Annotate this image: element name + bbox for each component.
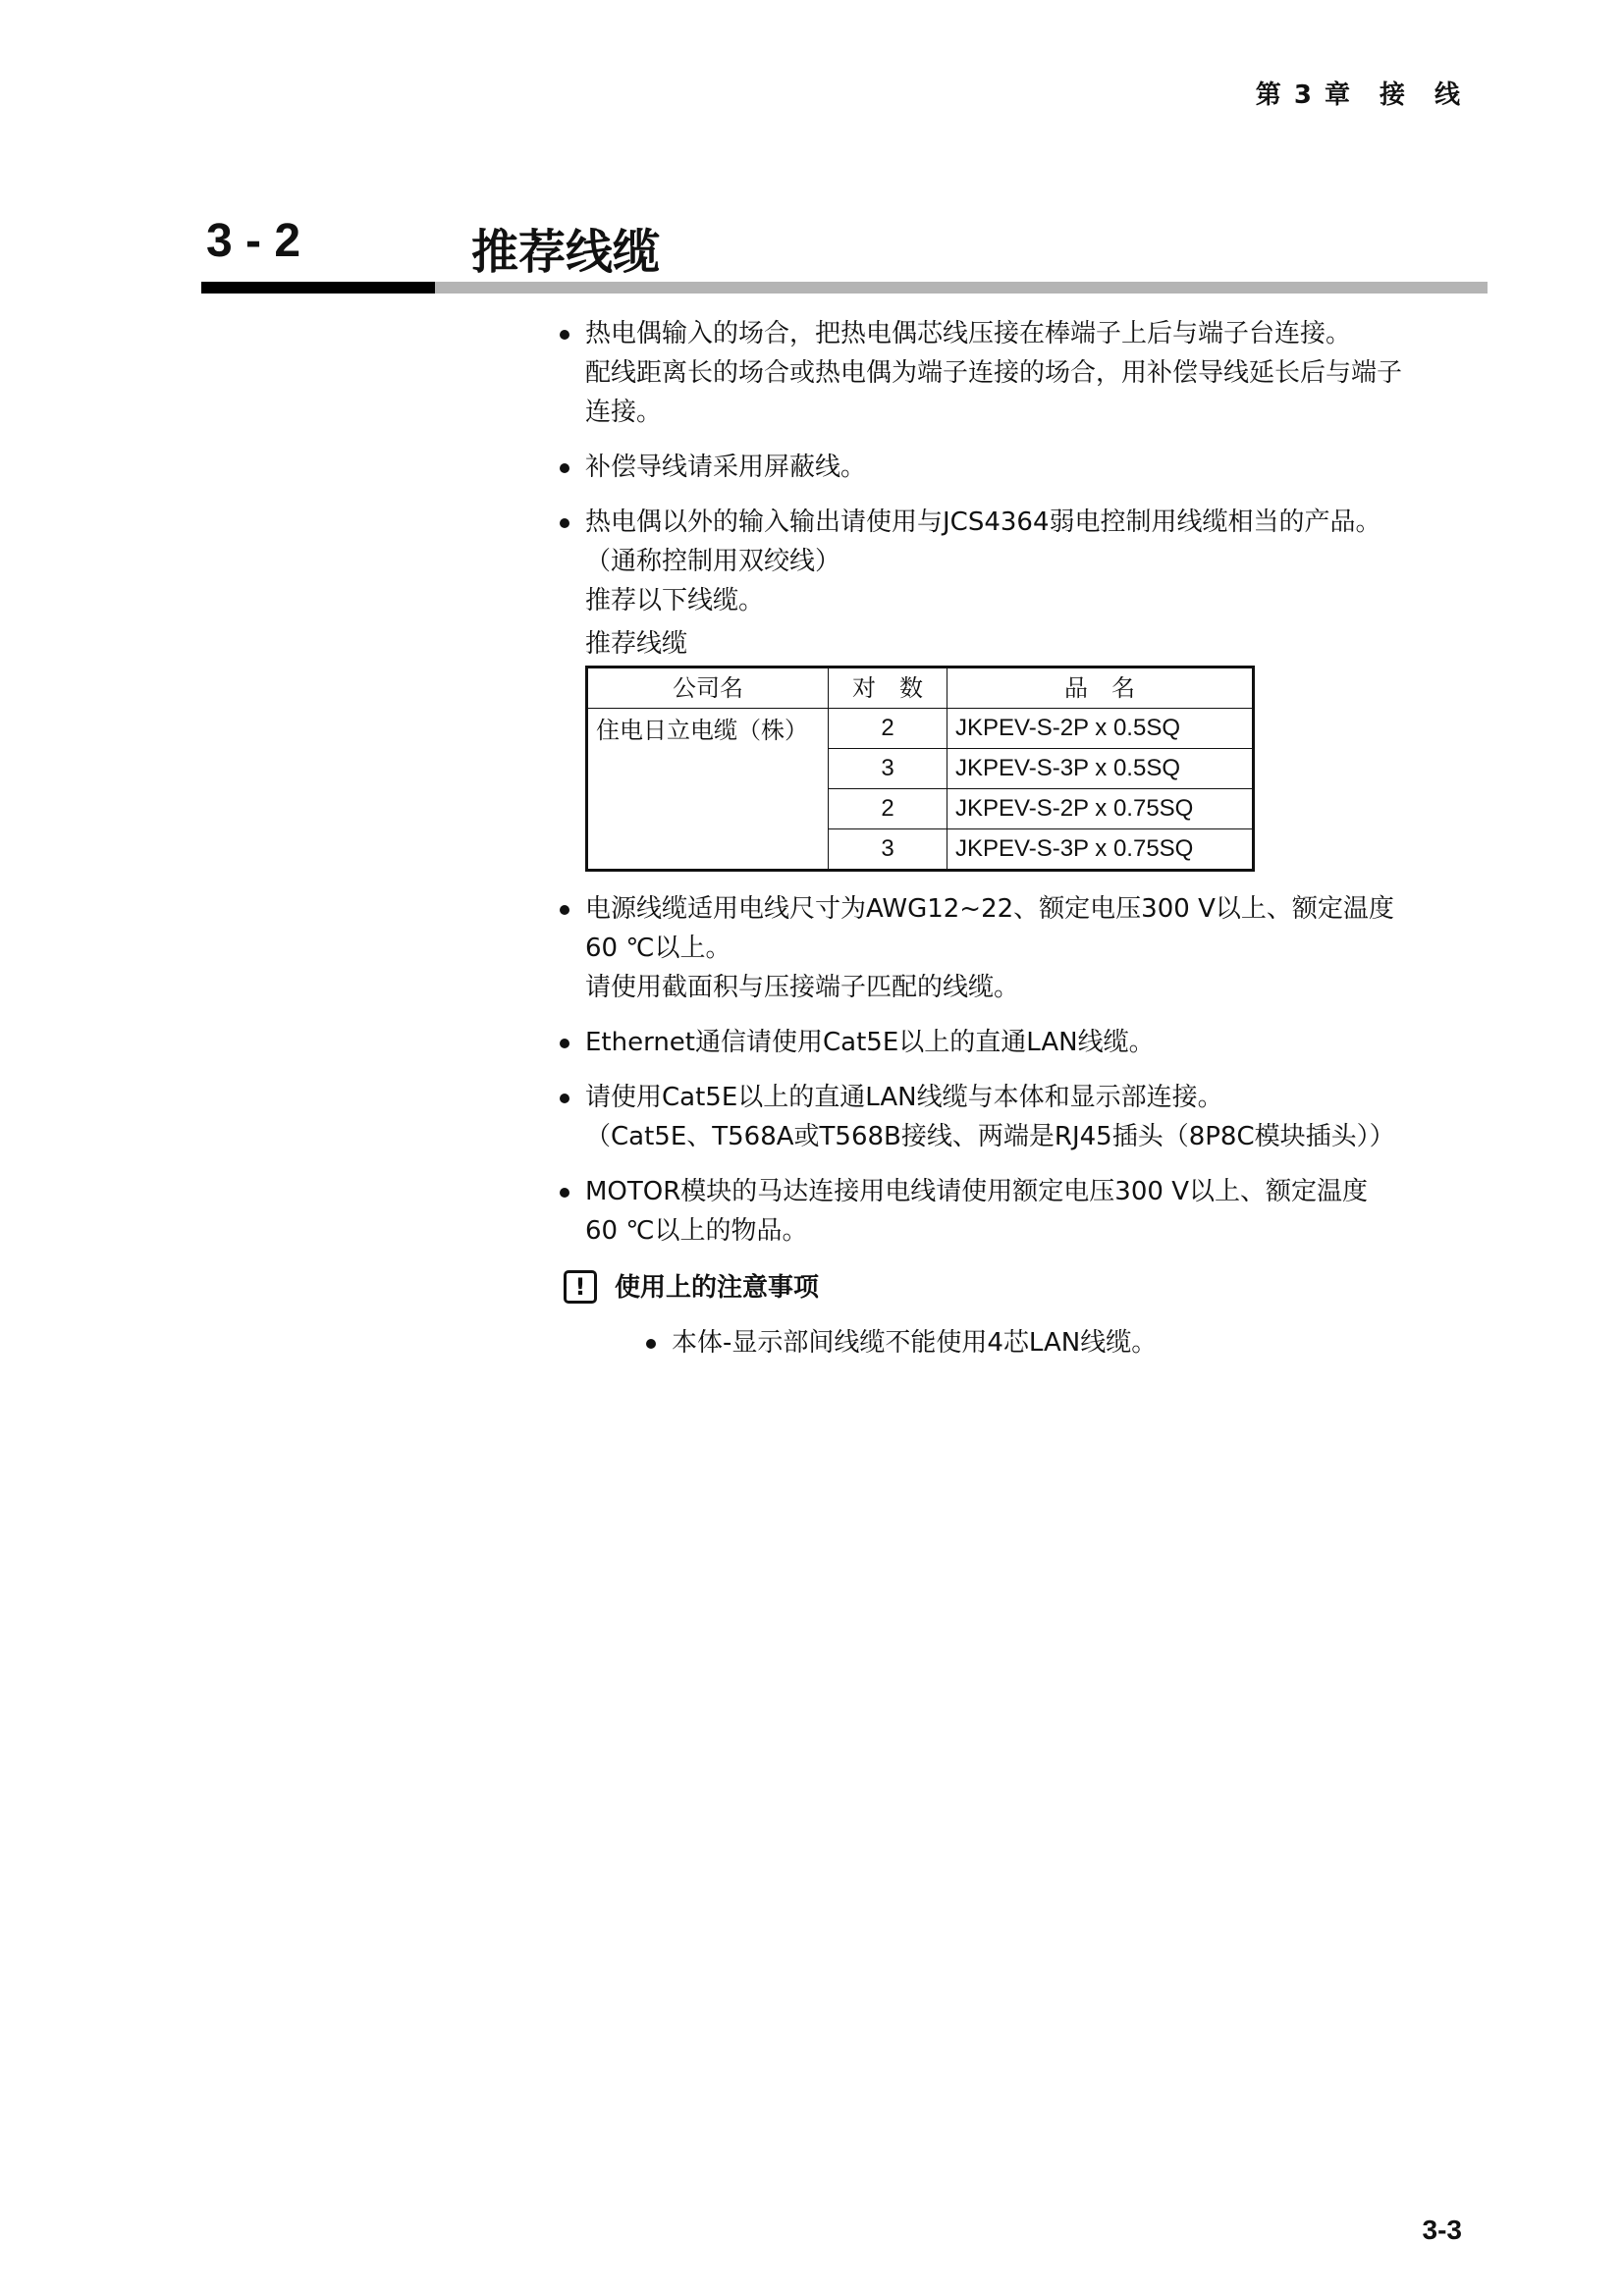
text-line: （Cat5E、T568A或T568B接线、两端是RJ45插头（8P8C模块插头）） bbox=[585, 1122, 1395, 1151]
pairs-cell: 3 bbox=[829, 829, 947, 871]
pairs-cell: 3 bbox=[829, 749, 947, 789]
list-item bbox=[560, 314, 1483, 432]
section-rule-gray bbox=[435, 282, 1488, 294]
text-line: 连接。 bbox=[585, 398, 663, 427]
text-line: 电源线缆适用电线尺寸为AWG12~22、额定电压300 V以上、额定温度 bbox=[585, 894, 1394, 924]
text-line: （通称控制用双绞线） bbox=[585, 547, 841, 576]
list-item bbox=[560, 889, 1483, 1007]
list-item bbox=[560, 1023, 1483, 1062]
table-row bbox=[587, 709, 1254, 749]
table-header-row bbox=[587, 667, 1254, 709]
text-line: MOTOR模块的马达连接用电线请使用额定电压300 V以上、额定温度 bbox=[585, 1177, 1368, 1206]
cable-table bbox=[585, 666, 1255, 872]
notice-heading bbox=[560, 1270, 1483, 1309]
column-header-company: 公司名 bbox=[587, 667, 829, 709]
page-number: 3-3 bbox=[1422, 2215, 1462, 2245]
list-item bbox=[560, 1172, 1483, 1251]
product-cell: JKPEV-S-3P x 0.5SQ bbox=[947, 749, 1254, 789]
pairs-cell: 2 bbox=[829, 709, 947, 749]
notice-title: 使用上的注意事项 bbox=[615, 1273, 820, 1303]
chapter-header: 第 3 章 接 线 bbox=[1255, 80, 1462, 110]
text-line: 热电偶输入的场合，把热电偶芯线压接在棒端子上后与端子台连接。 bbox=[585, 319, 1352, 348]
notice-item bbox=[646, 1323, 1483, 1362]
product-cell: JKPEV-S-3P x 0.75SQ bbox=[947, 829, 1254, 871]
column-header-product: 品 名 bbox=[947, 667, 1254, 709]
section-number: 3 - 2 bbox=[206, 215, 301, 267]
text-line: 本体-显示部间线缆不能使用4芯LAN线缆。 bbox=[672, 1328, 1158, 1358]
text-line: 60 ℃以上的物品。 bbox=[585, 1216, 808, 1246]
table-caption: 推荐线缆 bbox=[585, 629, 688, 659]
text-line: Ethernet通信请使用Cat5E以上的直通LAN线缆。 bbox=[585, 1028, 1155, 1057]
product-cell: JKPEV-S-2P x 0.5SQ bbox=[947, 709, 1254, 749]
section-rule-black bbox=[201, 282, 435, 294]
text-line: 配线距离长的场合或热电偶为端子连接的场合，用补偿导线延长后与端子 bbox=[585, 358, 1403, 388]
section-title: 推荐线缆 bbox=[471, 225, 661, 280]
company-cell: 住电日立电缆（株） bbox=[587, 709, 829, 871]
exclamation-icon: ! bbox=[564, 1270, 597, 1304]
list-item bbox=[560, 1078, 1483, 1156]
text-line: 推荐以下线缆。 bbox=[585, 586, 765, 615]
text-line: 请使用截面积与压接端子匹配的线缆。 bbox=[585, 973, 1020, 1002]
text-line: 请使用Cat5E以上的直通LAN线缆与本体和显示部连接。 bbox=[585, 1083, 1223, 1112]
product-cell: JKPEV-S-2P x 0.75SQ bbox=[947, 789, 1254, 829]
text-line: 补偿导线请采用屏蔽线。 bbox=[585, 453, 867, 482]
list-item bbox=[560, 503, 1483, 620]
list-item bbox=[560, 448, 1483, 487]
text-line: 热电偶以外的输入输出请使用与JCS4364弱电控制用线缆相当的产品。 bbox=[585, 507, 1381, 537]
column-header-pairs: 对 数 bbox=[829, 667, 947, 709]
text-line: 60 ℃以上。 bbox=[585, 934, 731, 963]
pairs-cell: 2 bbox=[829, 789, 947, 829]
content-body bbox=[560, 314, 1483, 1362]
